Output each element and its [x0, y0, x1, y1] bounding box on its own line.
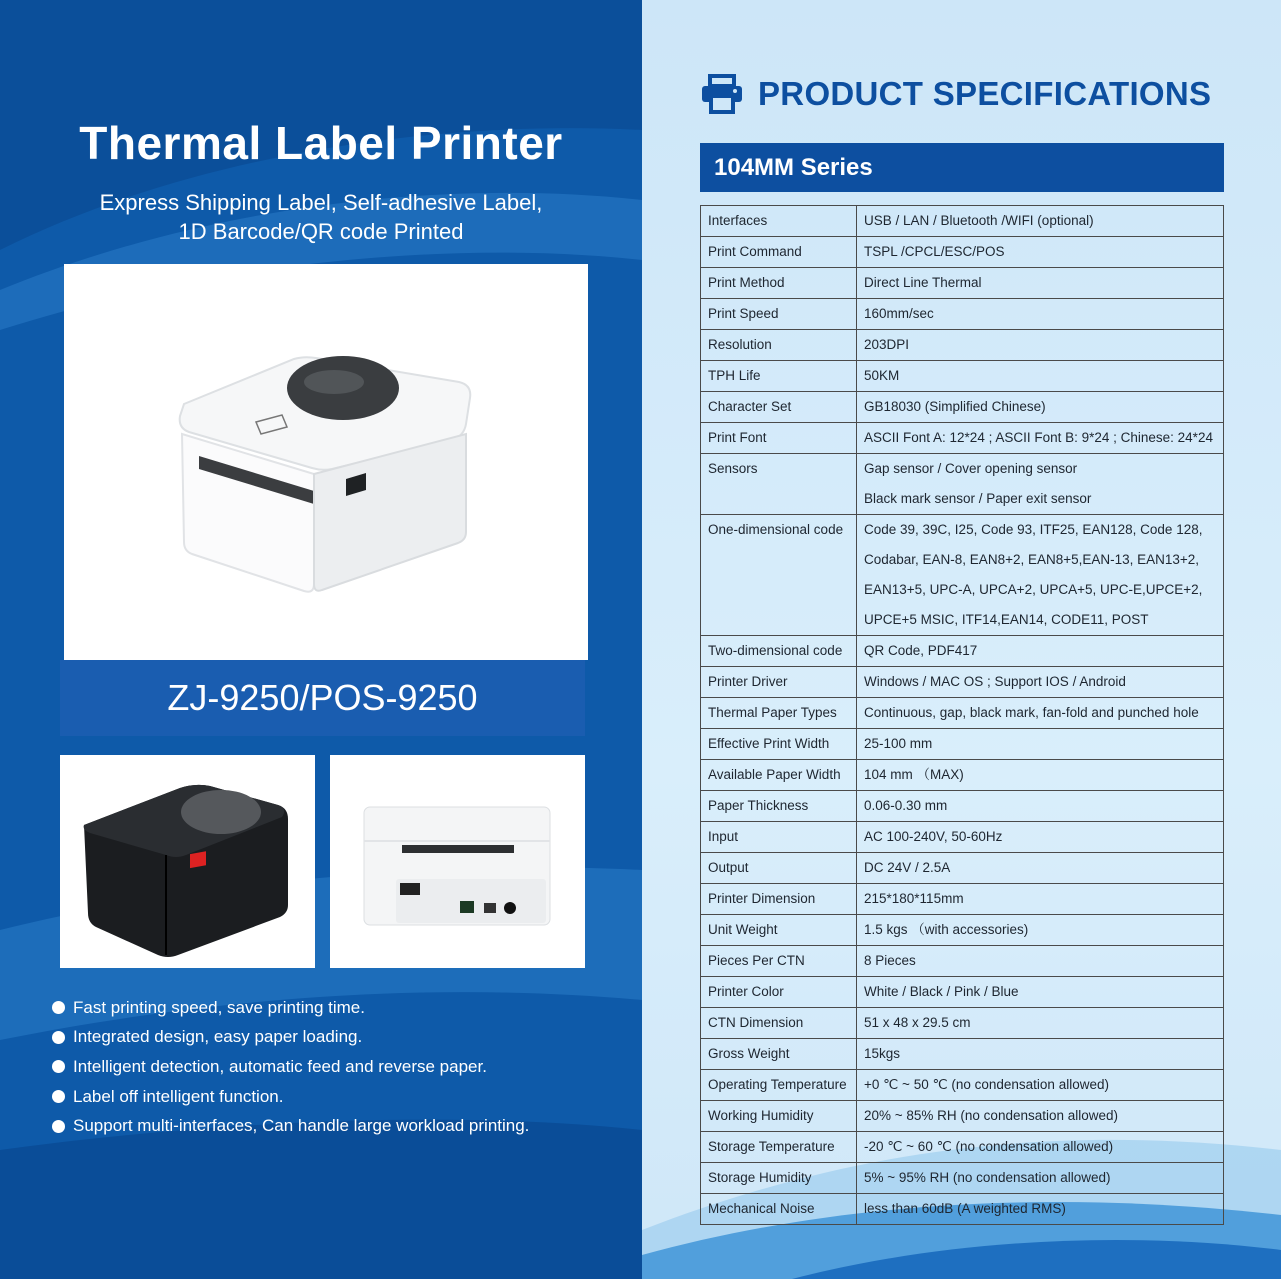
feature-item: [52, 1082, 529, 1112]
spec-key: Printer Color: [701, 977, 857, 1008]
spec-row: [701, 330, 1224, 361]
feature-item: [52, 1052, 529, 1082]
spec-value-line: White / Black / Pink / Blue: [864, 984, 1019, 999]
spec-row: [701, 423, 1224, 454]
spec-key: Sensors: [701, 454, 857, 515]
spec-value-line: -20 ℃ ~ 60 ℃ (no condensation allowed): [864, 1139, 1114, 1154]
spec-value: [857, 760, 1224, 791]
spec-key: Mechanical Noise: [701, 1194, 857, 1225]
spec-key: Printer Dimension: [701, 884, 857, 915]
spec-key: Output: [701, 853, 857, 884]
spec-key: Two-dimensional code: [701, 636, 857, 667]
spec-key: Print Speed: [701, 299, 857, 330]
subtitle-line: 1D Barcode/QR code Printed: [178, 219, 464, 244]
spec-row: [701, 1070, 1224, 1101]
product-title: Thermal Label Printer: [79, 117, 563, 169]
spec-title: PRODUCT SPECIFICATIONS: [758, 75, 1212, 112]
spec-value: [857, 884, 1224, 915]
spec-value-line: 50KM: [864, 368, 900, 383]
spec-row: [701, 636, 1224, 667]
spec-key: Storage Humidity: [701, 1163, 857, 1194]
spec-key: Effective Print Width: [701, 729, 857, 760]
spec-value-line: UPCE+5 MSIC, ITF14,EAN14, CODE11, POST: [864, 612, 1149, 627]
printer-illustration: [64, 264, 588, 660]
spec-row: [701, 667, 1224, 698]
spec-value-line: 8 Pieces: [864, 953, 916, 968]
spec-key: Interfaces: [701, 206, 857, 237]
spec-value-line: DC 24V / 2.5A: [864, 860, 951, 875]
spec-key: Print Method: [701, 268, 857, 299]
spec-value: [857, 515, 1224, 636]
spec-key: Gross Weight: [701, 1039, 857, 1070]
feature-item: [52, 1111, 529, 1141]
spec-value-line: +0 ℃ ~ 50 ℃ (no condensation allowed): [864, 1077, 1109, 1092]
spec-value-line: Direct Line Thermal: [864, 275, 982, 290]
subtitle-line: Express Shipping Label, Self-adhesive Label,: [99, 190, 543, 215]
feature-list: [52, 993, 529, 1141]
spec-value: [857, 822, 1224, 853]
model-number-banner: ZJ-9250/POS-9250: [60, 660, 585, 736]
spec-row: [701, 853, 1224, 884]
spec-row: [701, 915, 1224, 946]
spec-key: Working Humidity: [701, 1101, 857, 1132]
spec-row: [701, 268, 1224, 299]
spec-row: [701, 1101, 1224, 1132]
spec-value: [857, 423, 1224, 454]
spec-row: [701, 822, 1224, 853]
spec-value-line: ASCII Font A: 12*24 ; ASCII Font B: 9*24 ; Chinese: 24*24: [864, 430, 1213, 445]
spec-table: [700, 205, 1224, 1225]
spec-value-line: 160mm/sec: [864, 306, 934, 321]
spec-value-line: 15kgs: [864, 1046, 901, 1061]
spec-value: [857, 237, 1224, 268]
spec-value: [857, 698, 1224, 729]
product-subtitle: [0, 188, 642, 246]
feature-text: Fast printing speed, save printing time.: [73, 997, 365, 1017]
spec-key: CTN Dimension: [701, 1008, 857, 1039]
spec-key: Pieces Per CTN: [701, 946, 857, 977]
spec-key: Operating Temperature: [701, 1070, 857, 1101]
spec-row: [701, 791, 1224, 822]
feature-item: [52, 1023, 529, 1053]
spec-value: [857, 1101, 1224, 1132]
spec-key: Storage Temperature: [701, 1132, 857, 1163]
spec-key: Printer Driver: [701, 667, 857, 698]
spec-value: [857, 1163, 1224, 1194]
spec-value-line: GB18030 (Simplified Chinese): [864, 399, 1046, 414]
spec-value-line: Codabar, EAN-8, EAN8+2, EAN8+5,EAN-13, EAN13+2,: [864, 552, 1200, 567]
spec-value: [857, 361, 1224, 392]
bullet-icon: [52, 1120, 65, 1133]
spec-row: [701, 237, 1224, 268]
spec-row: [701, 454, 1224, 515]
spec-row: [701, 392, 1224, 423]
spec-value: [857, 915, 1224, 946]
spec-key: Thermal Paper Types: [701, 698, 857, 729]
spec-value: [857, 1194, 1224, 1225]
spec-key: Available Paper Width: [701, 760, 857, 791]
spec-value-line: 51 x 48 x 29.5 cm: [864, 1015, 971, 1030]
spec-value: [857, 729, 1224, 760]
spec-value: [857, 636, 1224, 667]
spec-key: Paper Thickness: [701, 791, 857, 822]
spec-heading: [700, 74, 1211, 114]
spec-key: Character Set: [701, 392, 857, 423]
spec-value-line: 104 mm （MAX): [864, 767, 964, 782]
spec-value-line: 215*180*115mm: [864, 891, 964, 906]
spec-value: [857, 1132, 1224, 1163]
feature-text: Intelligent detection, automatic feed and reverse paper.: [73, 1056, 487, 1076]
spec-value-line: 1.5 kgs （with accessories): [864, 922, 1029, 937]
spec-row: [701, 729, 1224, 760]
spec-value-line: 0.06-0.30 mm: [864, 798, 948, 813]
spec-value: [857, 1008, 1224, 1039]
feature-text: Integrated design, easy paper loading.: [73, 1027, 363, 1047]
spec-value-line: 25-100 mm: [864, 736, 933, 751]
spec-key: Resolution: [701, 330, 857, 361]
spec-row: [701, 1132, 1224, 1163]
spec-key: Print Font: [701, 423, 857, 454]
spec-value: [857, 268, 1224, 299]
spec-value: [857, 977, 1224, 1008]
spec-value-line: EAN13+5, UPC-A, UPCA+2, UPCA+5, UPC-E,UPCE+2,: [864, 582, 1203, 597]
printer-icon: [700, 74, 744, 114]
spec-value: [857, 667, 1224, 698]
spec-value-line: Code 39, 39C, I25, Code 93, ITF25, EAN128, Code 128,: [864, 522, 1203, 537]
spec-value-line: 203DPI: [864, 337, 910, 352]
spec-value: [857, 946, 1224, 977]
spec-value-line: less than 60dB (A weighted RMS): [864, 1201, 1066, 1216]
spec-value: [857, 299, 1224, 330]
spec-value-line: Black mark sensor / Paper exit sensor: [864, 491, 1092, 506]
spec-value: [857, 454, 1224, 515]
series-banner: 104MM Series: [700, 143, 1224, 192]
spec-value: [857, 853, 1224, 884]
bullet-icon: [52, 1001, 65, 1014]
spec-value-line: Windows / MAC OS ; Support IOS / Android: [864, 674, 1126, 689]
spec-row: [701, 1039, 1224, 1070]
bullet-icon: [52, 1060, 65, 1073]
spec-value-line: 5% ~ 95% RH (no condensation allowed): [864, 1170, 1111, 1185]
spec-value: [857, 392, 1224, 423]
spec-value-line: USB / LAN / Bluetooth /WIFI (optional): [864, 213, 1094, 228]
spec-value: [857, 791, 1224, 822]
feature-item: [52, 993, 529, 1023]
spec-value: [857, 206, 1224, 237]
spec-row: [701, 946, 1224, 977]
spec-value-line: AC 100-240V, 50-60Hz: [864, 829, 1003, 844]
black-printer-illustration: [60, 755, 315, 968]
spec-row: [701, 515, 1224, 636]
spec-value-line: TSPL /CPCL/ESC/POS: [864, 244, 1005, 259]
spec-value-line: 20% ~ 85% RH (no condensation allowed): [864, 1108, 1119, 1123]
feature-text: Support multi-interfaces, Can handle large workload printing.: [73, 1116, 530, 1136]
spec-key: Print Command: [701, 237, 857, 268]
spec-value: [857, 330, 1224, 361]
spec-table-body: [701, 206, 1224, 1225]
spec-value-line: Continuous, gap, black mark, fan-fold and punched hole: [864, 705, 1199, 720]
bullet-icon: [52, 1031, 65, 1044]
spec-row: [701, 1008, 1224, 1039]
spec-row: [701, 1163, 1224, 1194]
printer-back-illustration: [330, 755, 585, 968]
feature-text: Label off intelligent function.: [73, 1086, 284, 1106]
spec-value-line: QR Code, PDF417: [864, 643, 978, 658]
printer-back-photo: [330, 755, 585, 968]
black-printer-photo: [60, 755, 315, 968]
spec-row: [701, 977, 1224, 1008]
spec-row: [701, 361, 1224, 392]
spec-key: Input: [701, 822, 857, 853]
spec-row: [701, 760, 1224, 791]
spec-row: [701, 206, 1224, 237]
spec-key: One-dimensional code: [701, 515, 857, 636]
spec-value: [857, 1039, 1224, 1070]
spec-row: [701, 1194, 1224, 1225]
spec-key: Unit Weight: [701, 915, 857, 946]
spec-row: [701, 299, 1224, 330]
spec-row: [701, 884, 1224, 915]
white-printer-photo: [64, 264, 588, 660]
spec-value: [857, 1070, 1224, 1101]
spec-value-line: Gap sensor / Cover opening sensor: [864, 461, 1078, 476]
spec-key: TPH Life: [701, 361, 857, 392]
spec-row: [701, 698, 1224, 729]
bullet-icon: [52, 1090, 65, 1103]
